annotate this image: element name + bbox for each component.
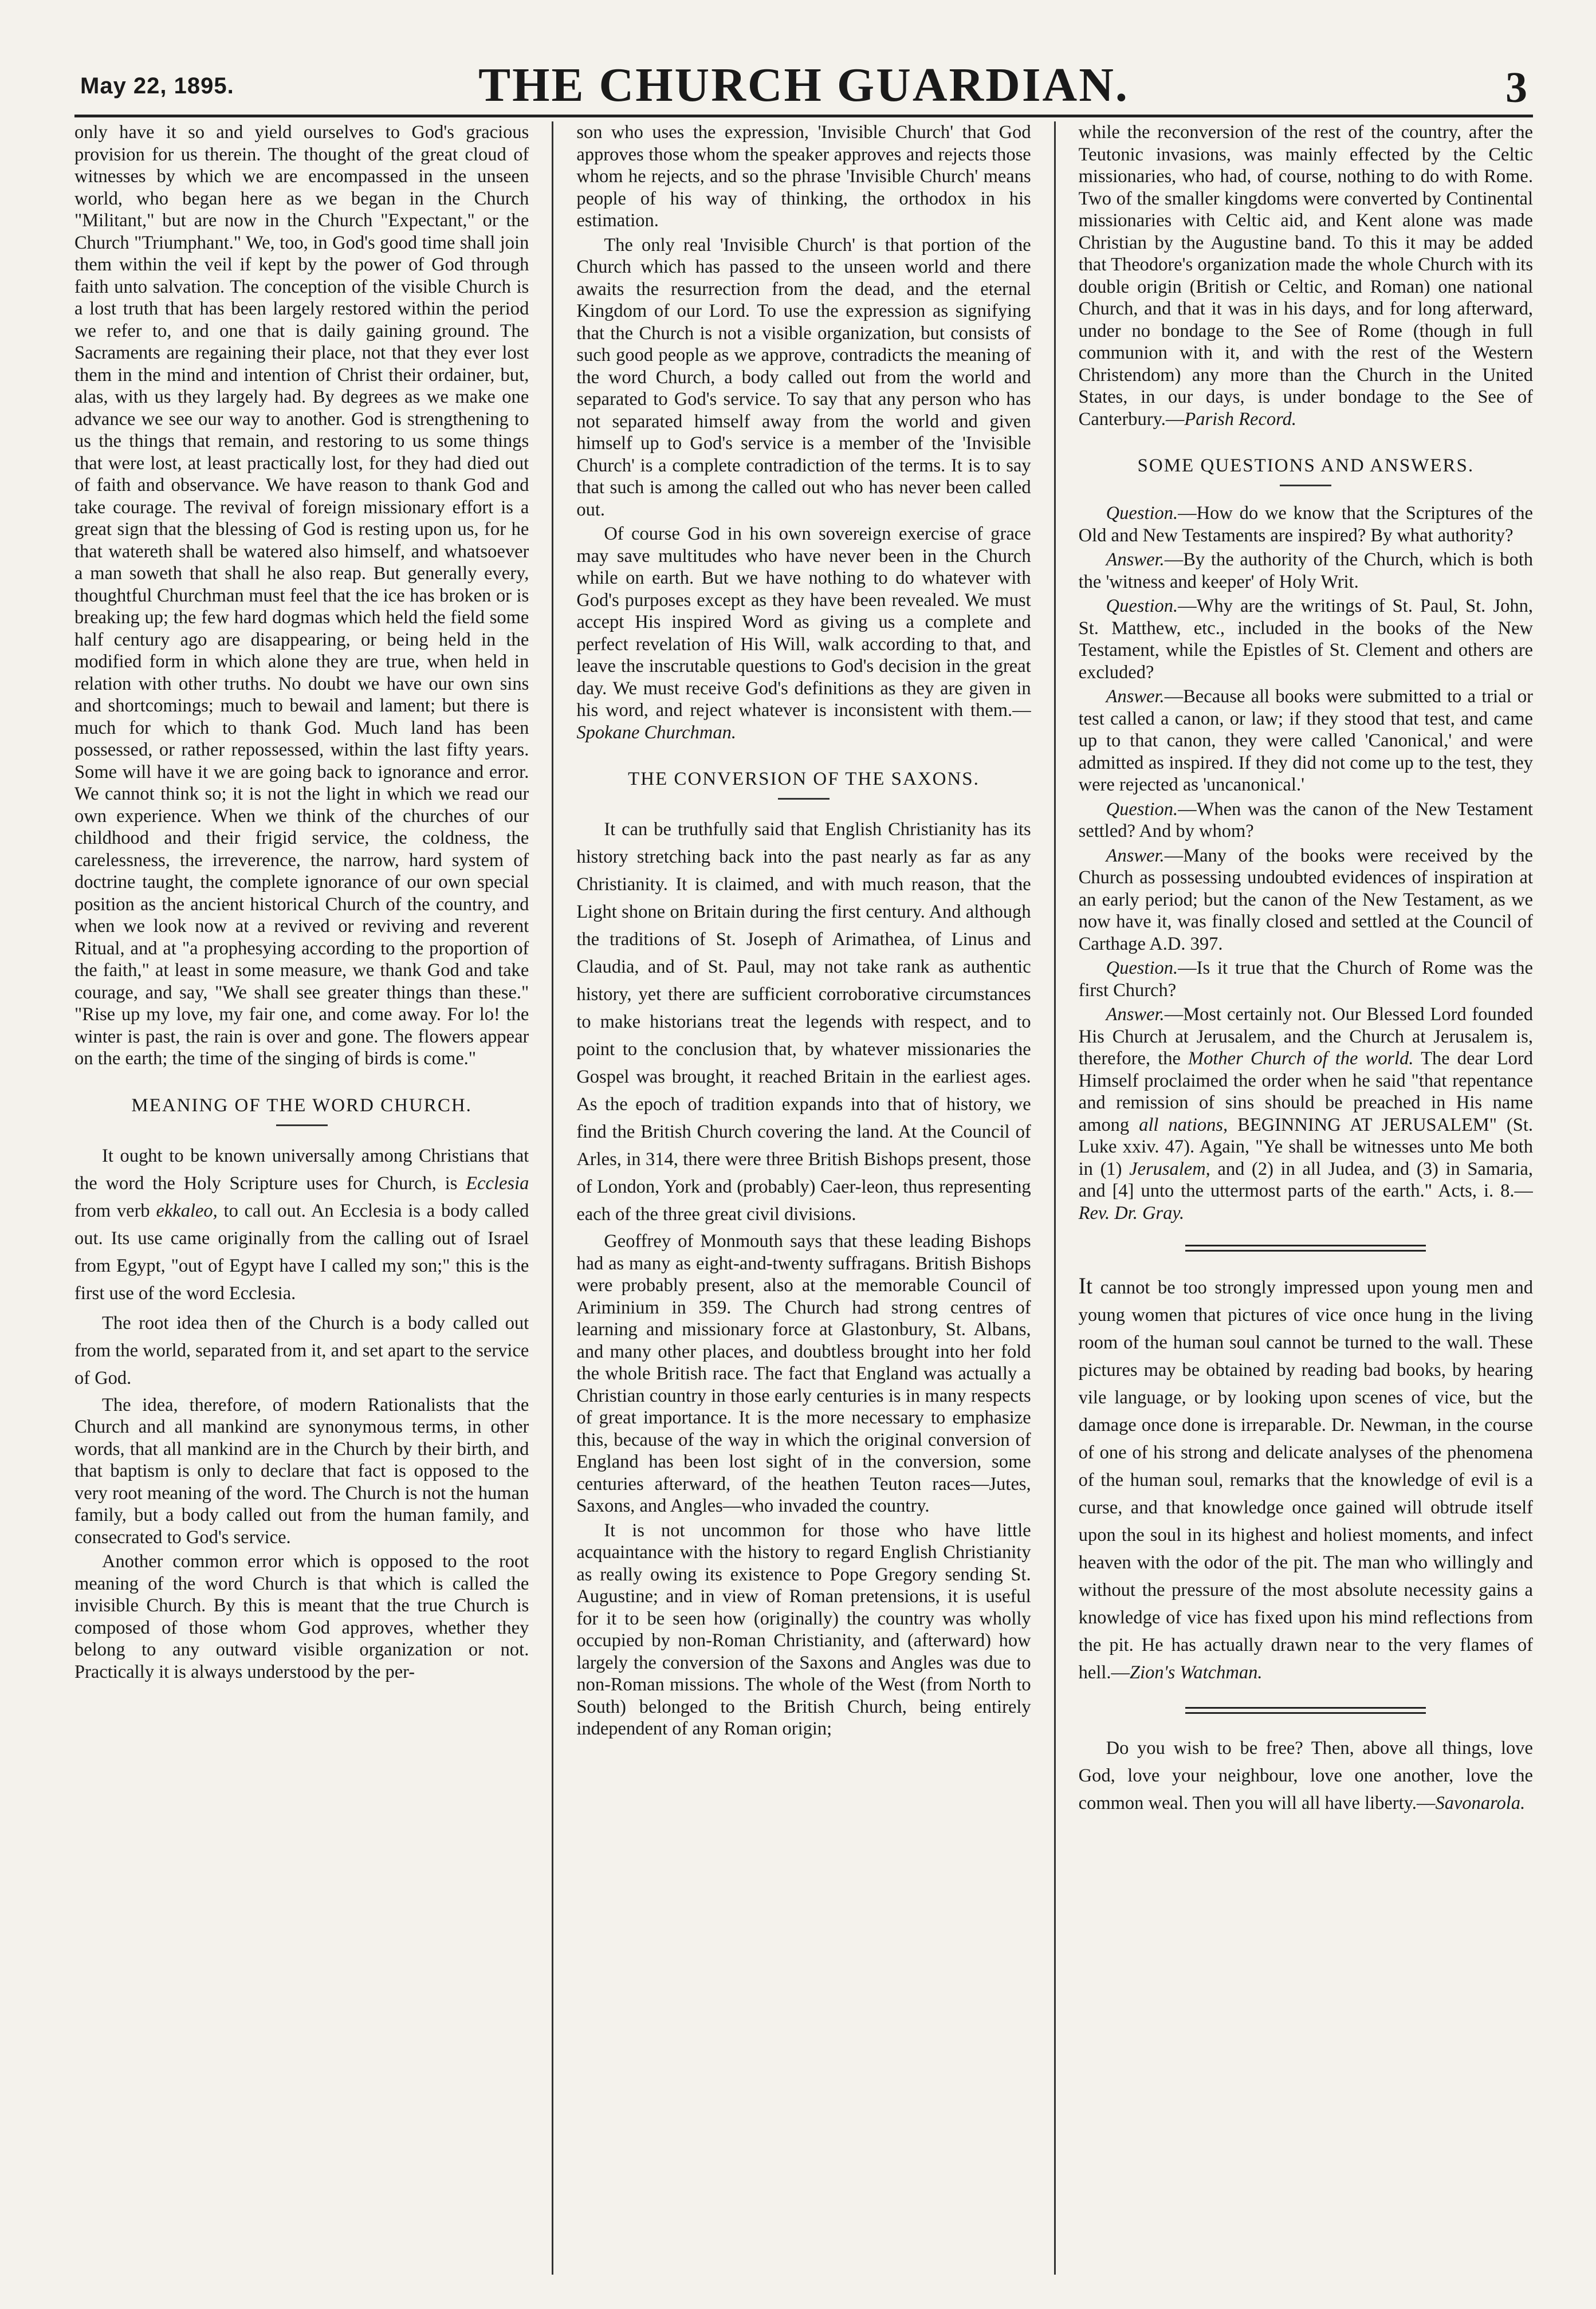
source-credit: Rev. Dr. Gray. [1078,1202,1185,1224]
paragraph: The root idea then of the Church is a body called out from the world, separated from it, and set apart to the service of God. [74,1312,529,1388]
answer: Answer.—By the authority of the Church, which is both the 'witness and keeper' of Holy Writ. [1078,549,1533,592]
answer: Answer.—Most certainly not. Our Blessed Lord founded His Church at Jerusalem, and the Church at Jerusalem is, therefore, the Mother Church of the world. The dear Lord Himself proclaimed the order when he said "that repentance and remission of sins should be preached in His name among all nations, BEGINNING AT JERUSALEM" (St. Luke xxiv. 47). Again, "Ye shall be witnesses unto Me both in (1) Jerusalem, and (2) in all Judea, and (3) in Samaria, and [4] unto the uttermost parts of the earth." Acts, i. 8.—Rev. Dr. Gray. [1078,1004,1533,1224]
source-credit: Parish Record. [1184,408,1296,430]
paragraph: while the reconversion of the rest of the country, after the Teutonic invasions, was mainly effected by the Celtic missionaries, who had, of course, nothing to do with Rome. Two of the smaller kingdoms were converted by Continental missionaries with Celtic aid, and Kent alone was made Christian by the Augustine band. To this it may be added that Theodore's organization made the whole Church with its double origin (British or Celtic, and Roman) one national Church, and that it was in his days, and for long afterward, under no bondage to the See of Rome (though in full communion with it, and with the rest of the Western Christendom) any more than the Church in the United States, in our days, is under bondage to the See of Canterbury.—Parish Record. [1078,122,1533,430]
question: Question.—How do we know that the Scriptures of the Old and New Testaments are inspired? By what authority? [1078,503,1533,546]
paragraph: It can be truthfully said that English Christianity has its history stretching back into the past nearly as far as any Christianity. It is claimed, and with much reason, that the Light shone on Britain during the first century. And although the traditions of St. Joseph of Arimathea, of Linus and Claudia, and of St. Paul, may not take rank as authentic history, yet there are sufficient corroborative circumstances to make historians treat the legends with respect, and to point to the conclusion that, by whatever missionaries the Gospel was brought, it reached Britain in the earliest ages. As the epoch of tradition expands into that of history, we find the British Church covering the land. At the Council of Arles, in 314, there were three British Bishops present, those of London, York and (probably) Caer-leon, thus representing each of the three great civil divisions. [576,819,1031,1225]
column-1 [74,121,552,2275]
paragraph: It ought to be known universally among Christians that the word the Holy Scripture uses for Church, is Ecclesia from verb ekkaleo, to call out. An Ecclesia is a body called out. Its use came originally from the calling out of Israel from Egypt, "out of Egypt have I called my son;" this is the first use of the word Ecclesia. [74,1145,529,1304]
newspaper-title: THE CHURCH GUARDIAN. [478,58,1129,112]
column-2 [552,121,1053,2275]
paragraph: It is not uncommon for those who have little acquaintance with the history to regard English Christianity as really owing its existence to Pope Gregory sending St. Augustine; and in view of Roman pretensions, it is useful for it to be seen how (originally) the country was wholly occupied by non-Roman Christianity, and (afterward) how largely the conversion of the Saxons and Angles was due to non-Roman missions. The whole of the West (from North to South) belonged to the British Church, being entirely independent of any Roman origin; [576,1520,1031,1739]
page-number: 3 [1505,64,1527,112]
paragraph: only have it so and yield ourselves to God's gracious provision for us therein. The thought of the great cloud of witnesses by which we are encompassed in the unseen world, who began here as we began in the Church "Militant," but are now in the Church "Expectant," or the Church "Triumphant." We, too, in God's good time shall join them within the veil if kept by the power of God through faith unto salvation. The conception of the visible Church is a lost truth that has been largely restored within the period we refer to, and one that is daily gaining ground. The Sacraments are regaining their place, not that they ever lost them in the mind and intention of Christ their ordainer, but, alas, with us they largely had. By degrees as we make one advance we see our way to another. God is strengthening to us the things that remain, and restoring to us some things that were lost, at least practically lost, for they had died out of faith and observance. We have reason to thank God and take courage. The revival of foreign missionary effort is a great sign that the blessing of God is resting upon us, for he that watereth shall be watered also himself, and whatsoever a man soweth that shall he also reap. But generally every, thoughtful Churchman must feel that the ice has broken or is breaking up; the few hard dogmas which held the field some half century ago are disappearing, or being held in the modified form in which alone they are true, when held in relation with other truths. No doubt we have our own sins and shortcomings; much to bewail and lament; but there is much for which to thank God. Much land has been possessed, or rather repossessed, within the last fifty years. Some will have it we are going back to ignorance and error. We cannot think so; it is not the light in which we read our own experience. When we think of the churches of our childhood and their frigid service, the coldness, the carelessness, the irreverence, the narrow, hard system of doctrine taught, the complete ignorance of our own special position as the ancient historical Church of the country, and when we look now at a revived or reviving and reverent Ritual, and at "a prophesying according to the proportion of the faith," at least in some measure, we thank God and take courage, and say, "We shall see greater things than these." "Rise up my love, my fair one, and come away. For lo! the winter is past, the rain is over and gone. The flowers appear on the earth; the time of the singing of birds is come." [74,122,529,1069]
question: Question.—Why are the writings of St. Paul, St. John, St. Matthew, etc., included in the books of the New Testament, while the Epistles of St. Clement and others are excluded? [1078,596,1533,683]
divider [276,1124,328,1126]
section-heading-questions: SOME QUESTIONS AND ANSWERS. [1137,455,1475,476]
divider [1280,485,1331,486]
question: Question.—Is it true that the Church of Rome was the first Church? [1078,958,1533,1001]
paragraph: Of course God in his own sovereign exercise of grace may save multitudes who have never been in the Church while on earth. But we have nothing to do whatever with God's purposes except as they have been revealed. We must accept His inspired Word as giving us a complete and perfect revelation of His Will, walk according to that, and leave the inscrutable questions to God's decision in the great day. We must receive God's definitions as they are given in his word, and reject whatever is inconsistent with them.—Spokane Churchman. [576,524,1031,743]
answer: Answer.—Because all books were submitted to a trial or test called a canon, or law; if they stood that test, and came up to that canon, they were called 'Canonical,' and were admitted as inspired. If they did not come up to the test, they were rejected as 'uncanonical.' [1078,686,1533,795]
double-divider [1185,1245,1426,1252]
question: Question.—When was the canon of the New Testament settled? And by whom? [1078,798,1533,841]
column-3 [1054,121,1533,2275]
masthead [74,46,1533,117]
paragraph: The only real 'Invisible Church' is that portion of the Church which has passed to the unseen world and there awaits the resurrection from the dead, and the eternal Kingdom of our Lord. To use the expression as signifying that the Church is not a visible organization, but consists of such good people as we approve, contradicts the meaning of the word Church, a body called out from the world and separated to God's service. To say that any person who has not separated himself away from the world and given himself up to God's service is a member of the 'Invisible Church' is a complete contradiction of the terms. It is to say that such is among the called out who has never been called out. [576,234,1031,520]
paragraph: Do you wish to be free? Then, above all things, love God, love your neighbour, love one another, love the common weal. Then you will all have liberty.—Savonarola. [1078,1738,1533,1814]
paragraph: The idea, therefore, of modern Rationalists that the Church and all mankind are synonymous terms, in other words, that all mankind are in the Church by their birth, and that baptism is only to declare that fact is opposed to the very root meaning of the word. The Church is not the human family, but a body called out from the human family, and consecrated to God's service. [74,1394,529,1548]
divider [778,798,830,800]
paragraph: It cannot be too strongly impressed upon young men and young women that pictures of vice once hung in the living room of the human soul cannot be turned to the wall. These pictures may be obtained by reading bad books, by hearing vile language, or by looking upon scenes of vice, but the damage once done is irreparable. Dr. Newman, in the course of one of his strong and delicate analyses of the phenomena of the human soul, remarks that the knowledge of evil is a curse, and that knowledge once gained will obtrude itself upon the soul in its highest and holiest moments, and infect heaven with the odor of the pit. The man who willingly and without the pressure of the most absolute necessity gains a knowledge of vice has fixed upon his mind reflections from the pit. He has actually drawn near to the very flames of hell.—Zion's Watchman. [1078,1273,1533,1683]
source-credit: Savonarola. [1435,1793,1526,1814]
section-heading-saxons: THE CONVERSION OF THE SAXONS. [628,769,980,789]
section-heading-church: MEANING OF THE WORD CHURCH. [131,1095,472,1116]
paragraph: Geoffrey of Monmouth says that these leading Bishops had as many as eight-and-twenty suffragans. British Bishops were probably present, also at the memorable Council of Ariminium in 359. The Church had strong centres of learning and missionary force at Glastonbury, St. Albans, and many other places, and doubtless brought into her fold the whole British race. The fact that England was actually a Christian country in those early centuries is in many respects of great importance. It is the more necessary to emphasize this, because of the way in which the original conversion of England has been lost sight of in the conversion, some centuries afterward, of the heathen Teuton races—Jutes, Saxons, and Angles—who invaded the country. [576,1231,1031,1516]
paragraph: Another common error which is opposed to the root meaning of the word Church is that which is called the invisible Church. By this is meant that the true Church is composed of those whom God approves, whether they belong to any outward visible organization or not. Practically it is always understood by the per- [74,1551,529,1682]
article-columns [74,121,1533,2275]
double-divider [1185,1707,1426,1714]
source-credit: Spokane Churchman. [576,722,736,743]
source-credit: Zion's Watchman. [1130,1662,1263,1683]
issue-date: May 22, 1895. [80,73,234,99]
answer: Answer.—Many of the books were received by the Church as possessing undoubted evidences of inspiration at an early period; but the canon of the New Testament, as we now have it, was finally closed and settled at the Council of Carthage A.D. 397. [1078,845,1533,954]
paragraph: son who uses the expression, 'Invisible Church' that God approves those whom the speaker approves and rejects those whom he rejects, and so the phrase 'Invisible Church' means people of his way of thinking, the orthodox in his estimation. [576,122,1031,231]
